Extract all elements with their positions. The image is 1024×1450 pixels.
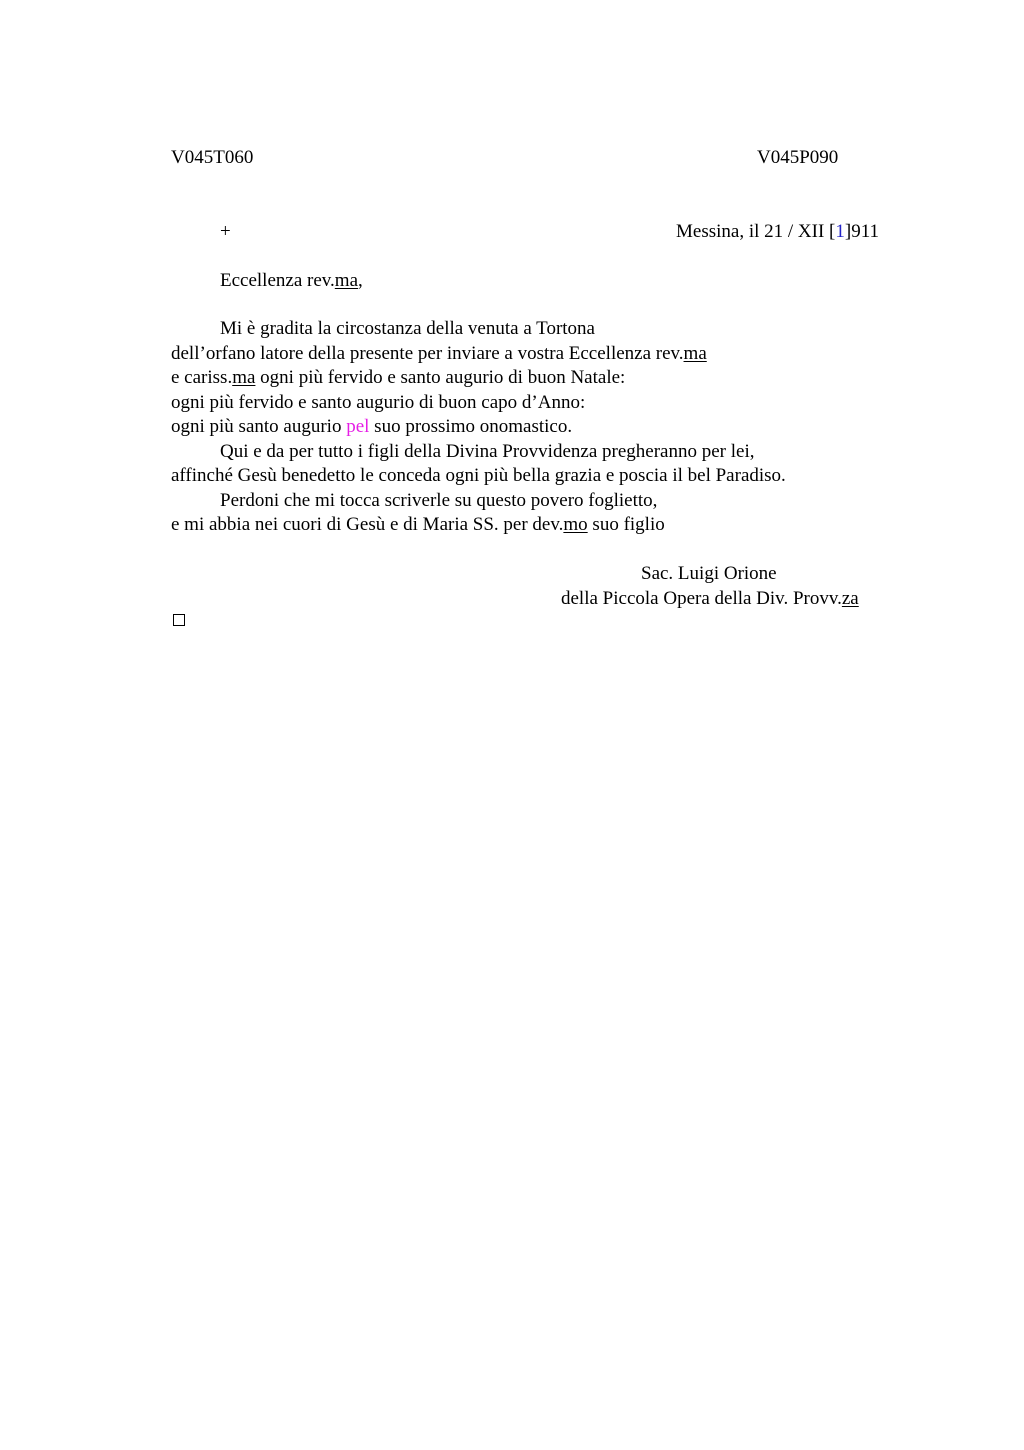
body-line-3-abbrev: ma (232, 367, 256, 388)
body-line-3-prefix: e cariss. (171, 367, 233, 388)
body-line-5-highlight: pel (346, 416, 370, 437)
letter-dateline (676, 220, 879, 244)
body-line-5 (171, 415, 871, 440)
end-marker-box-icon (173, 614, 185, 626)
document-code-left: V045T060 (171, 147, 254, 168)
signature-name: Sac. Luigi Orione (641, 563, 777, 584)
body-line-7: affinché Gesù benedetto le conceda ogni più bella grazia e poscia il bel Paradiso. (171, 465, 786, 486)
body-line-1: Mi è gradita la circostanza della venuta a Tortona (220, 318, 595, 339)
dateline-bracket-digit: 1 (835, 221, 845, 242)
salutation-suffix: , (358, 270, 363, 291)
body-line-3 (171, 366, 871, 391)
body-line-6: Qui e da per tutto i figli della Divina Provvidenza pregheranno per lei, (220, 440, 755, 462)
body-line-2-text: dell’orfano latore della presente per inviare a vostra Eccellenza rev. (171, 342, 684, 364)
salutation-abbrev: ma (334, 270, 359, 291)
signature-org-text: della Piccola Opera della Div. Provv. (561, 588, 842, 609)
body-line-9 (171, 513, 871, 538)
body-line-9-suffix: suo figlio (587, 514, 665, 535)
body-line-4: ogni più fervido e santo augurio di buon capo d’Anno: (171, 391, 586, 413)
dateline-suffix: ]911 (844, 221, 879, 242)
letter-body (171, 317, 871, 538)
body-line-2 (171, 342, 871, 367)
signature-org-abbrev: za (841, 588, 859, 609)
document-code-right: V045P090 (757, 147, 839, 168)
body-line-3-suffix: ogni più fervido e santo augurio di buon Natale: (255, 367, 626, 388)
dateline-prefix: Messina, il 21 / XII [ (676, 221, 836, 242)
body-line-5-suffix: suo prossimo onomastico. (369, 416, 573, 437)
body-line-2-abbrev: ma (683, 342, 707, 364)
signature-organization (561, 587, 859, 611)
body-line-8: Perdoni che mi tocca scriverle su questo povero foglietto, (220, 489, 658, 511)
body-line-5-prefix: ogni più santo augurio (171, 416, 347, 437)
salutation-prefix: Eccellenza rev. (220, 270, 335, 291)
cross-mark: + (220, 221, 231, 242)
body-line-9-abbrev: mo (563, 514, 588, 535)
body-line-9-prefix: e mi abbia nei cuori di Gesù e di Maria SS. per dev. (171, 514, 564, 535)
letter-salutation (220, 269, 363, 293)
